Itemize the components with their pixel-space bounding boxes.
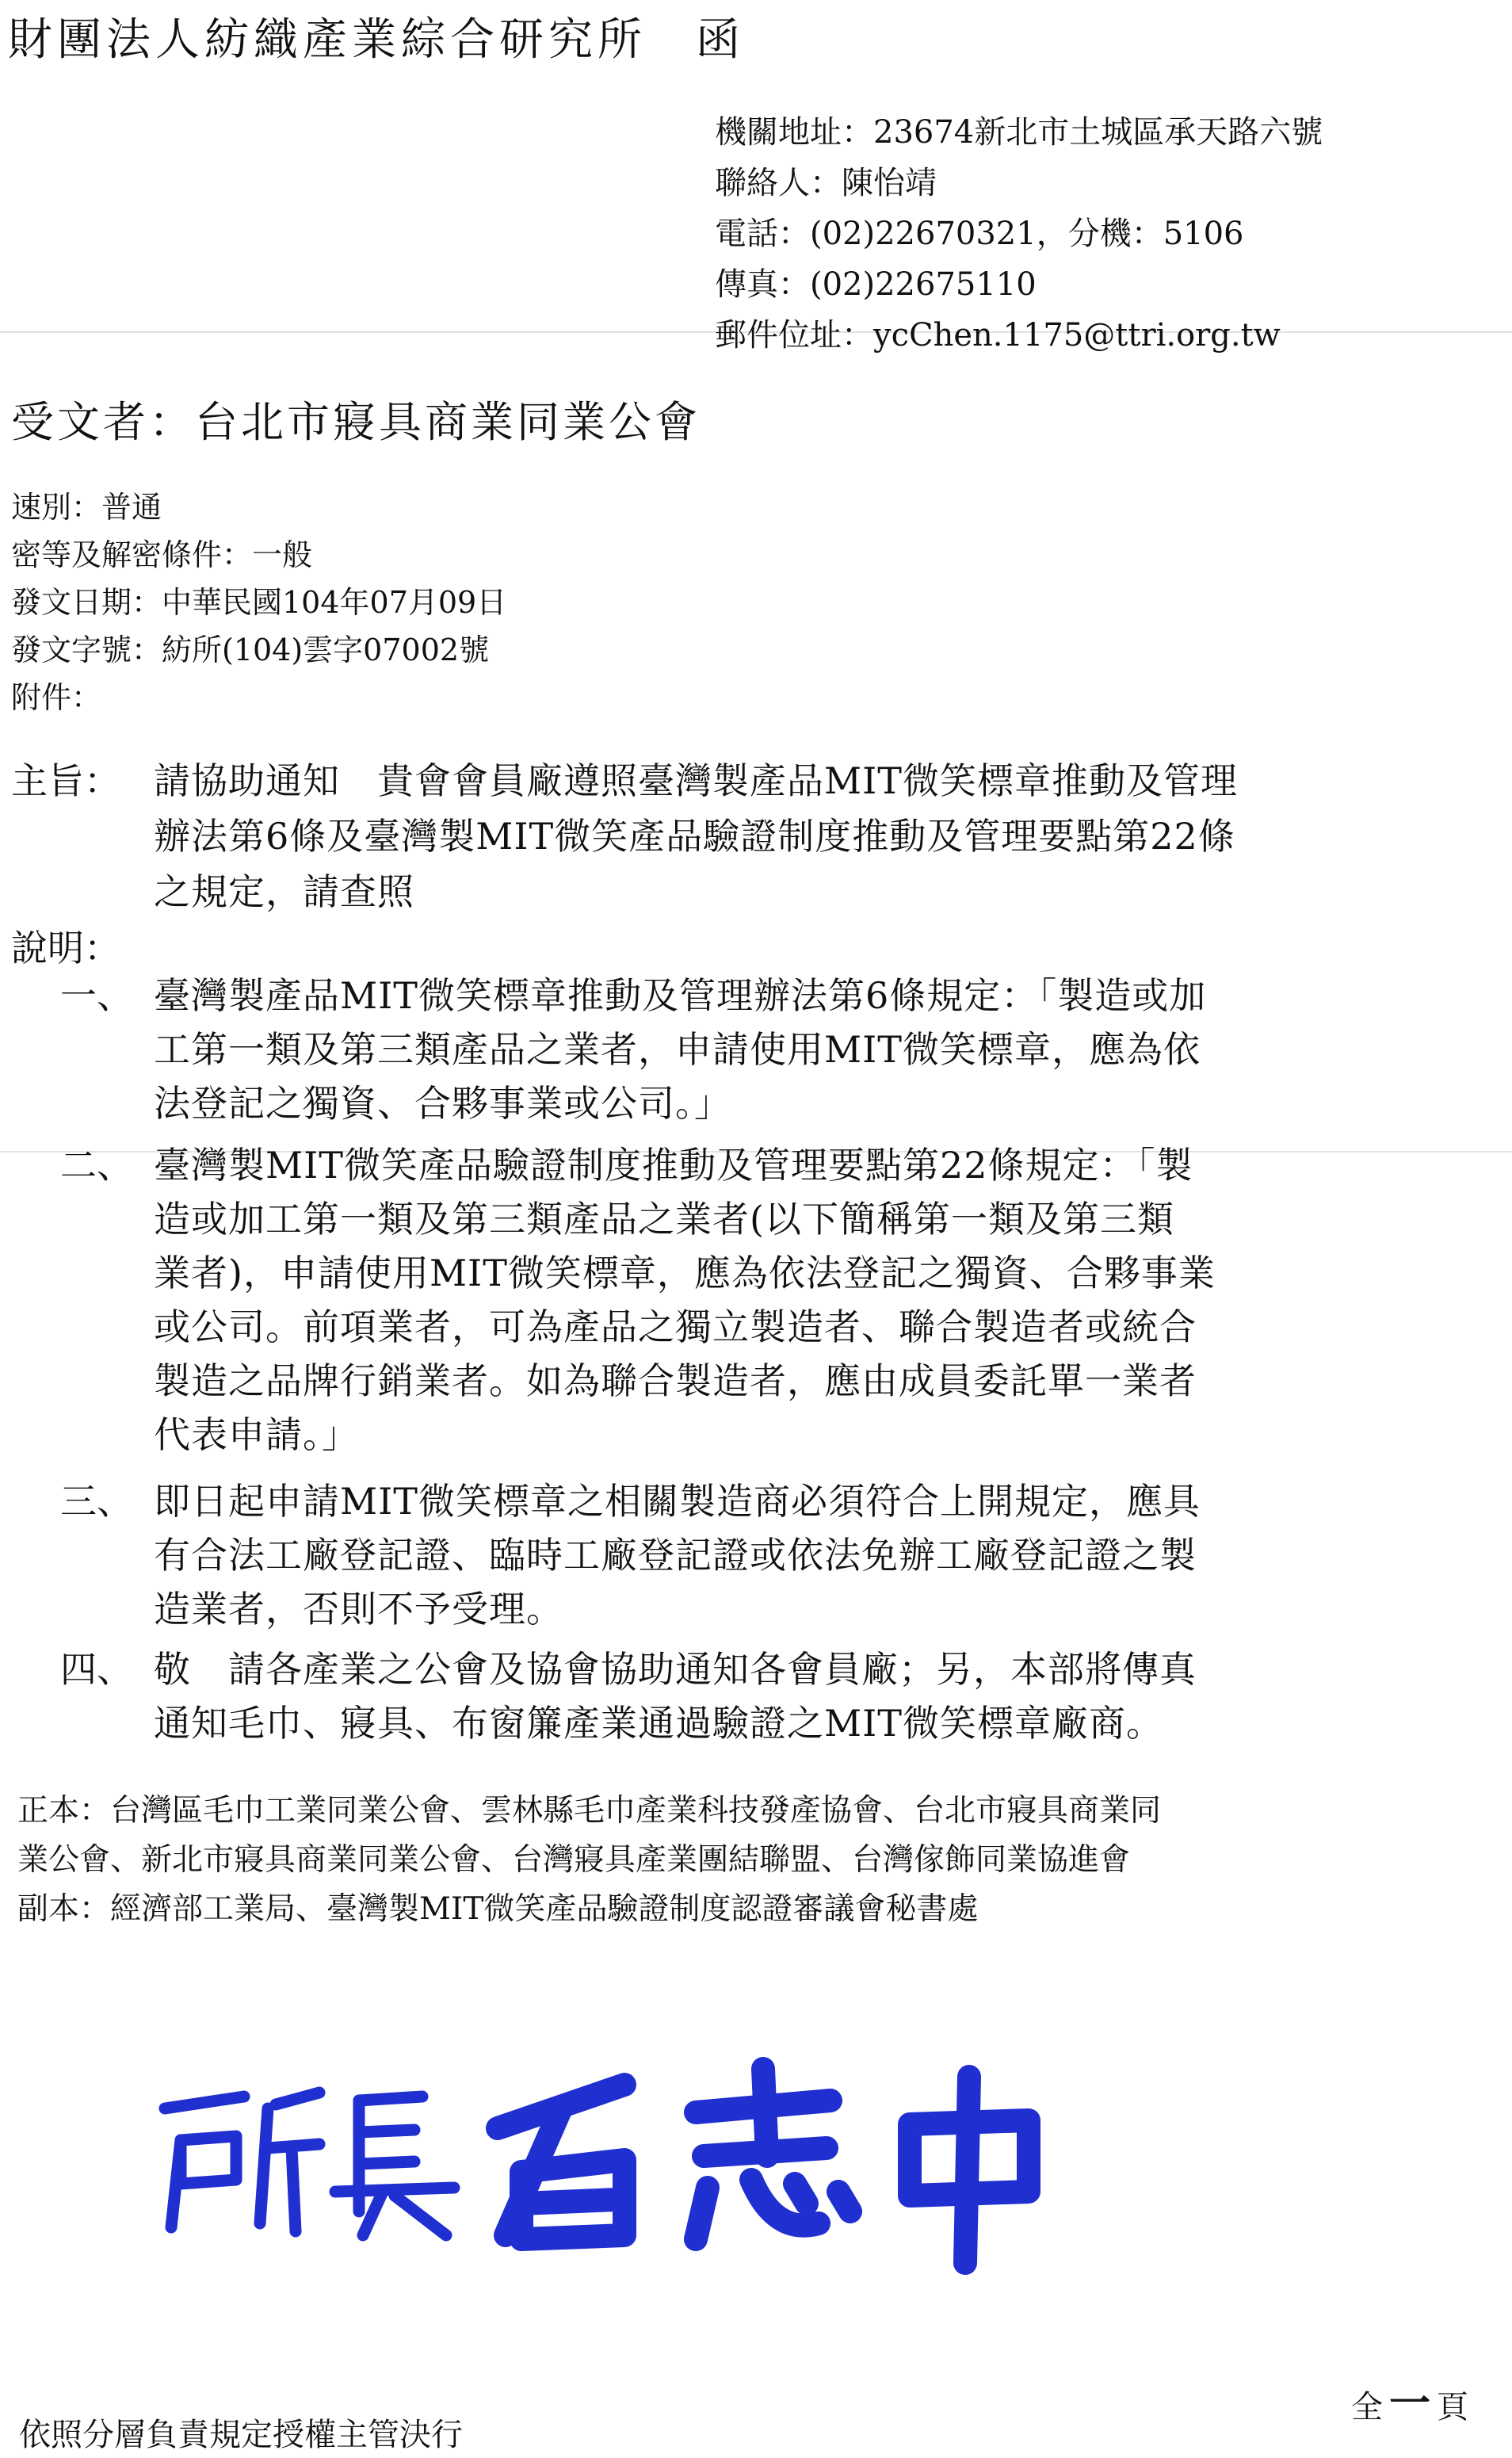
item-text-line: 有合法工廠登記證、臨時工廠登記證或依法免辦工廠登記證之製 <box>154 1534 1197 1577</box>
page-count-suffix: 頁 <box>1437 2389 1469 2426</box>
authorization-footer-note: 依照分層負責規定授權主管決行 <box>19 2417 463 2453</box>
item-text-line: 造或加工第一類及第三類產品之業者(以下簡稱第一類及第三類 <box>154 1198 1174 1240</box>
subject-text-line: 辦法第6條及臺灣製MIT微笑產品驗證制度推動及管理要點第22條 <box>154 815 1235 858</box>
item-text-line: 即日起申請MIT微笑標章之相關製造商必須符合上開規定，應具 <box>154 1480 1201 1523</box>
contact-person-line: 聯絡人：陳怡靖 <box>715 165 937 201</box>
attachment-line: 附件： <box>11 680 102 715</box>
page-count-number: 一 <box>1389 2380 1431 2428</box>
document-meta <box>11 484 506 721</box>
subject-text-line: 之規定，請查照 <box>154 870 414 913</box>
phone-line: 電話：(02)22670321，分機：5106 <box>715 216 1244 252</box>
item-number: 二、 <box>60 1144 133 1187</box>
director-signature-stamp <box>149 2053 1124 2275</box>
issue-date-line: 發文日期：中華民國104年07月09日 <box>11 585 507 620</box>
item-number: 一、 <box>60 974 133 1017</box>
email-line: 郵件位址：ycChen.1175@ttri.org.tw <box>715 317 1281 354</box>
item-text-line: 代表申請。」 <box>154 1413 359 1456</box>
subject-text-line: 請協助通知 貴會會員廠遵照臺灣製產品MIT微笑標章推動及管理 <box>154 759 1238 802</box>
recipient-line: 受文者：台北市寢具商業同業公會 <box>11 397 701 447</box>
item-number: 四、 <box>60 1648 133 1691</box>
item-text-line: 法登記之獨資、合夥事業或公司。」 <box>154 1082 731 1125</box>
original-recipients-line: 業公會、新北市寢具商業同業公會、台灣寢具產業團結聯盟、台灣傢飾同業協進會 <box>17 1842 1131 1878</box>
contact-block <box>715 107 1323 361</box>
item-text-line: 臺灣製產品MIT微笑標章推動及管理辦法第6條規定：「製造或加 <box>154 974 1207 1017</box>
address-line: 機關地址：23674新北市土城區承天路六號 <box>715 114 1323 151</box>
item-text-line: 造業者，否則不予受理。 <box>154 1588 563 1630</box>
item-text-line: 製造之品牌行銷業者。如為聯合製造者，應由成員委託單一業者 <box>154 1359 1197 1402</box>
distribution-block <box>17 1787 1161 1934</box>
subject-label: 主旨： <box>11 759 120 802</box>
item-text-line: 或公司。前項業者，可為產品之獨立製造者、聯合製造者或統合 <box>154 1305 1197 1348</box>
page-count-prefix: 全 <box>1351 2389 1383 2426</box>
document-number-line: 發文字號：紡所(104)雲字07002號 <box>11 633 490 667</box>
item-text-line: 敬 請各產業之公會及協會協助通知各會員廠；另，本部將傳真 <box>154 1648 1197 1691</box>
item-text-line: 臺灣製MIT微笑產品驗證制度推動及管理要點第22條規定：「製 <box>154 1144 1193 1187</box>
item-text-line: 通知毛巾、寢具、布窗簾產業通過驗證之MIT微笑標章廠商。 <box>154 1702 1163 1745</box>
fax-line: 傳真：(02)22675110 <box>715 266 1037 303</box>
page-count <box>1351 2370 1468 2429</box>
organization-title: 財團法人紡織產業綜合研究所 函 <box>8 14 745 66</box>
priority-line: 速別：普通 <box>11 490 162 525</box>
original-recipients-line: 正本：台灣區毛巾工業同業公會、雲林縣毛巾產業科技發產協會、台北市寢具商業同 <box>17 1793 1162 1829</box>
classification-line: 密等及解密條件：一般 <box>11 537 313 572</box>
item-number: 三、 <box>60 1480 133 1523</box>
explanation-label: 說明： <box>11 927 120 969</box>
item-text-line: 工第一類及第三類產品之業者，申請使用MIT微笑標章，應為依 <box>154 1028 1201 1071</box>
copy-recipients-line: 副本：經濟部工業局、臺灣製MIT微笑產品驗證制度認證審議會秘書處 <box>17 1891 979 1927</box>
item-text-line: 業者)，申請使用MIT微笑標章，應為依法登記之獨資、合夥事業 <box>154 1252 1216 1294</box>
